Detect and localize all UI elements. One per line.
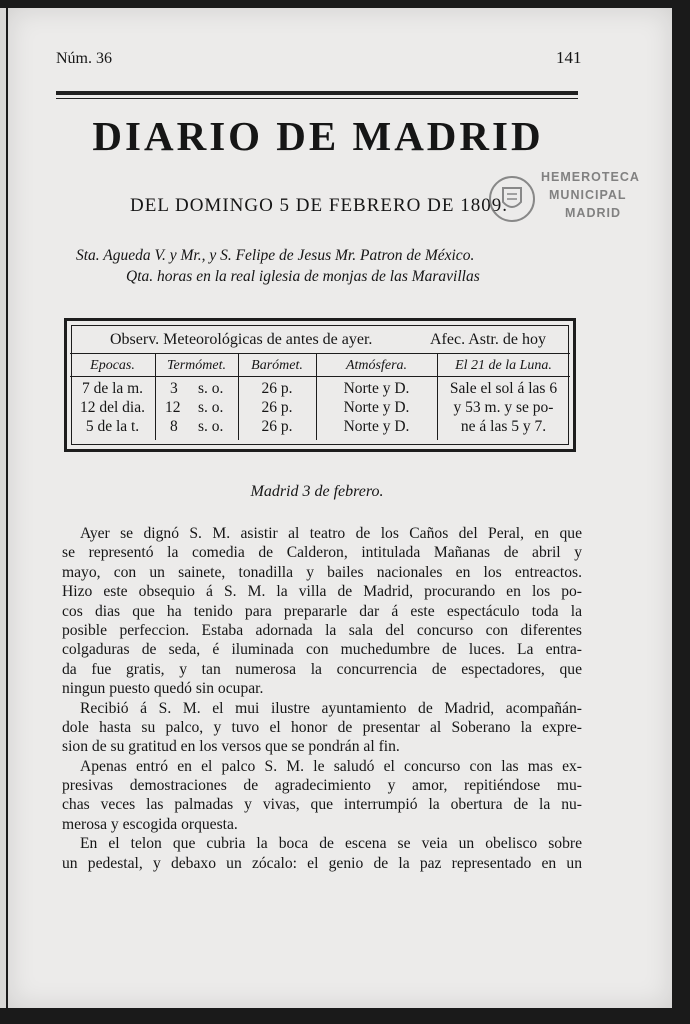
table-row-atmosfera: Norte y D. xyxy=(343,399,410,416)
article-line: mayo, con un sainete, tonadilla y bailes nacionales en los entreactos. xyxy=(62,563,582,581)
stamp-line-2: MUNICIPAL xyxy=(549,188,627,202)
page-number: 141 xyxy=(556,48,582,67)
stamp-line-3: MADRID xyxy=(565,206,621,220)
masthead-title: DIARIO DE MADRID xyxy=(92,113,544,159)
article-line: da fue gratis, y tan numerosa la concurrencia de espectadores, que xyxy=(62,660,582,678)
issue-number: Núm. 36 xyxy=(56,50,112,67)
table-row-epoca: 5 de la t. xyxy=(85,418,140,435)
header-rule-thin xyxy=(56,98,578,99)
dateline: DEL DOMINGO 5 DE FEBRERO DE 1809. xyxy=(130,195,508,216)
table-row-termometro: 3 xyxy=(170,380,178,397)
article-line: sion de su gratitud en los versos que se pondrán al fin. xyxy=(62,738,400,756)
article-line: merosa y escogida orquesta. xyxy=(62,815,238,833)
article-line: colgaduras de seda, é iluminada con muchedumbre de luces. La entra- xyxy=(62,641,582,659)
table-row-termometro: 8 xyxy=(170,418,178,435)
article-line: Hizo este obsequio á S. M. la villa de Madrid, procurando en los po- xyxy=(62,583,582,601)
saints-line-1: Sta. Agueda V. y Mr., y S. Felipe de Jesus Mr. Patron de México. xyxy=(76,247,475,264)
weather-table-title: Observ. Meteorológicas de antes de ayer. xyxy=(110,331,373,348)
astro-line-1: Sale el sol á las 6 xyxy=(449,380,558,397)
table-row-epoca: 7 de la m. xyxy=(81,380,144,397)
article-line: un pedestal, y debaxo un zócalo: el genio de la paz representado en un xyxy=(62,854,582,872)
col-header-epocas: Epocas. xyxy=(90,358,135,373)
article-line: Recibió á S. M. el mui ilustre ayuntamiento de Madrid, acompañán- xyxy=(80,699,582,717)
article-line: En el telon que cubria la boca de escena se veia un obelisco sobre xyxy=(80,835,582,853)
astro-line-2: y 53 m. y se po- xyxy=(453,399,554,416)
library-stamp xyxy=(485,158,650,230)
article-line: Ayer se dignó S. M. asistir al teatro de los Caños del Peral, en que xyxy=(80,525,582,542)
page-edge-left xyxy=(0,8,6,1008)
crest-emblem-icon xyxy=(485,172,539,226)
table-title-divider xyxy=(70,353,570,354)
table-row-epoca: 12 del dia. xyxy=(80,399,145,416)
article-line: Apenas entró en el palco S. M. le saludó el concurso con las mas ex- xyxy=(80,757,582,775)
astro-line-3: ne á las 5 y 7. xyxy=(460,418,547,435)
col-header-luna: El 21 de la Luna. xyxy=(455,358,552,373)
article-line: posible perfeccion. Estaba adornada la sala del concurso con diferentes xyxy=(62,621,582,639)
table-row-barometro: 26 p. xyxy=(261,380,293,397)
table-row-atmosfera: Norte y D. xyxy=(343,418,410,435)
col-header-barometro: Barómet. xyxy=(251,358,303,373)
saints-line-2: Qta. horas en la real iglesia de monjas de las Maravillas xyxy=(126,268,480,285)
article-heading: Madrid 3 de febrero. xyxy=(250,483,384,500)
table-row-termometro: 12 xyxy=(165,399,181,416)
article-line: chas veces las palmadas y vivas, que interrumpió la obertura de la nu- xyxy=(62,796,582,814)
stamp-line-1: HEMEROTECA xyxy=(541,170,640,184)
article-line: presivas demostraciones de agradecimiento y amor, repitiéndose mu- xyxy=(62,777,582,795)
col-header-atmosfera: Atmósfera. xyxy=(345,358,408,373)
article-line: ningun puesto quedó sin ocupar. xyxy=(62,680,264,698)
table-row-unidad: s. o. xyxy=(198,380,224,397)
table-row-unidad: s. o. xyxy=(198,418,224,435)
article-body xyxy=(62,524,582,873)
table-row-unidad: s. o. xyxy=(198,399,224,416)
col-header-termometro: Termómet. xyxy=(167,358,226,373)
astro-table-title: Afec. Astr. de hoy xyxy=(430,331,546,348)
table-row-barometro: 26 p. xyxy=(261,399,293,416)
article-line: cos dias que ha tenido para prepararle dar á este espectáculo toda la xyxy=(62,602,582,620)
table-row-atmosfera: Norte y D. xyxy=(343,380,410,397)
article-line: dole hasta su palco, y tuvo el honor de presentar al Soberano la expre- xyxy=(62,718,582,736)
table-header-divider xyxy=(70,376,570,377)
article-line: se representó la comedia de Calderon, intitulada Mañanas de abril y xyxy=(62,544,582,562)
table-row-barometro: 26 p. xyxy=(261,418,293,435)
header-rule-thick xyxy=(56,91,578,95)
